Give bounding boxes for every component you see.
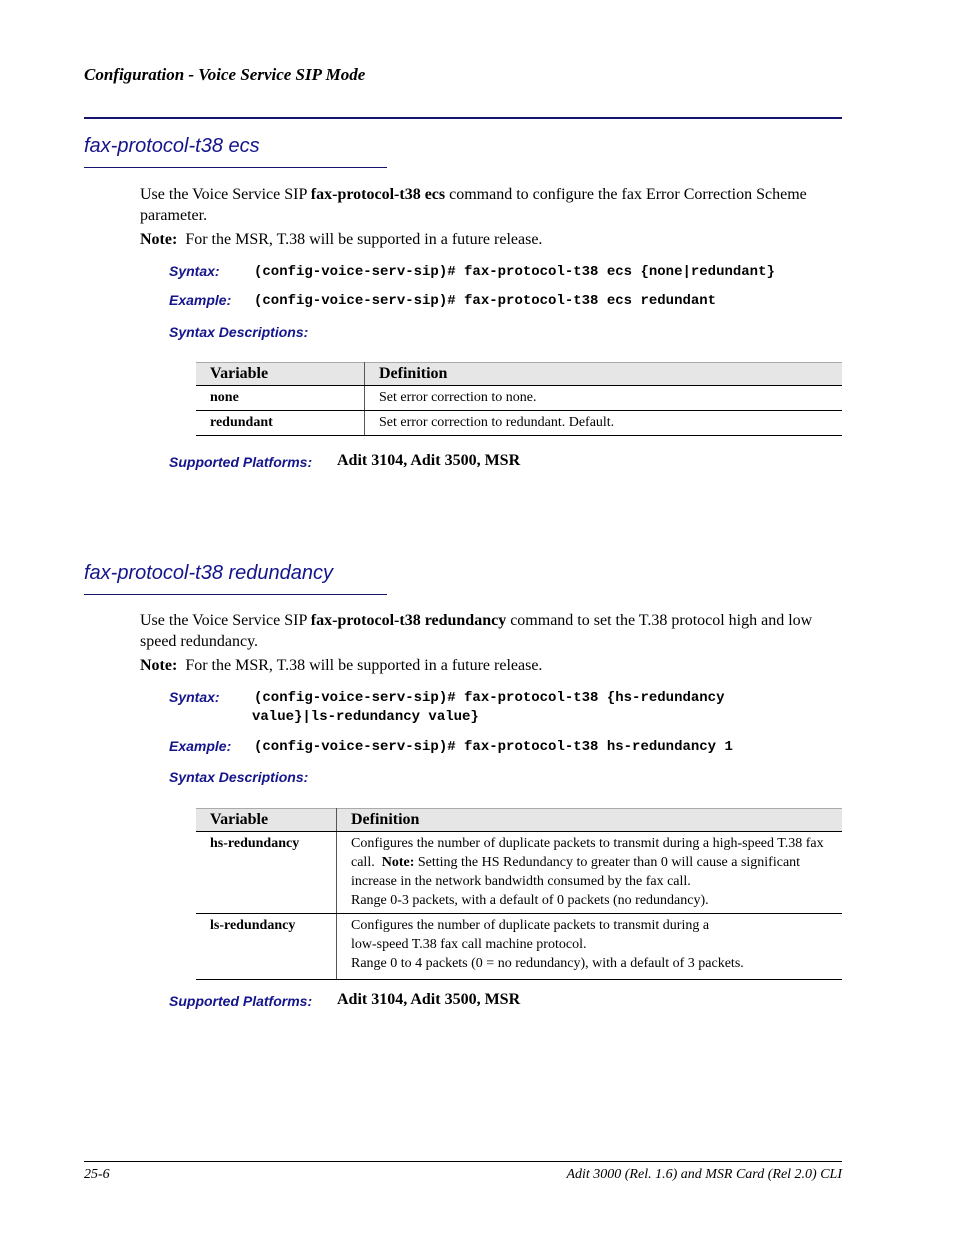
supported-platforms-value: Adit 3104, Adit 3500, MSR bbox=[337, 452, 521, 469]
table-row bbox=[196, 914, 842, 980]
supported-platforms-ecs bbox=[169, 454, 312, 470]
example-label: Example: bbox=[169, 738, 232, 754]
supported-platforms-value: Adit 3104, Adit 3500, MSR bbox=[337, 991, 521, 1008]
note-label: Note: bbox=[140, 657, 178, 674]
example-code: (config-voice-serv-sip)# fax-protocol-t38 ecs redundant bbox=[254, 293, 717, 309]
section-intro-redundancy: Use the Voice Service SIP fax-protocol-t38 redundancy command to set the T.38 protocol high and low speed redundancy. bbox=[140, 612, 813, 650]
example-code: (config-voice-serv-sip)# fax-protocol-t38 hs-redundancy 1 bbox=[254, 739, 733, 755]
footer-rule bbox=[84, 1161, 842, 1162]
syntax-label: Syntax: bbox=[169, 263, 220, 279]
note-ecs bbox=[140, 231, 542, 249]
section-intro-ecs: Use the Voice Service SIP fax-protocol-t38 ecs command to configure the fax Error Correction Scheme parameter. bbox=[140, 186, 807, 224]
variable-cell: ls-redundancy bbox=[196, 914, 337, 980]
syntax-code-line2: value}|ls-redundancy value} bbox=[252, 709, 479, 725]
note-redundancy bbox=[140, 657, 542, 675]
header-rule bbox=[84, 117, 842, 119]
syntax-code-line1: (config-voice-serv-sip)# fax-protocol-t38 {hs-redundancy bbox=[254, 690, 725, 706]
column-header-variable: Variable bbox=[196, 363, 365, 386]
syntax-code: (config-voice-serv-sip)# fax-protocol-t38 ecs {none|redundant} bbox=[254, 264, 775, 280]
column-header-variable: Variable bbox=[196, 809, 337, 832]
section-rule-ecs bbox=[84, 167, 387, 168]
supported-platforms-label: Supported Platforms: bbox=[169, 454, 313, 470]
table-header-row bbox=[196, 363, 842, 386]
note-text: For the MSR, T.38 will be supported in a future release. bbox=[185, 657, 543, 674]
syntax-table-redundancy bbox=[196, 808, 842, 980]
column-header-definition: Definition bbox=[337, 809, 843, 832]
syntax-descriptions-label: Syntax Descriptions: bbox=[169, 769, 309, 785]
syntax-table-ecs bbox=[196, 362, 842, 436]
syntax-descriptions-label: Syntax Descriptions: bbox=[169, 324, 309, 340]
table-row bbox=[196, 411, 842, 436]
variable-cell: redundant bbox=[196, 411, 365, 436]
running-header: Configuration - Voice Service SIP Mode bbox=[84, 65, 366, 84]
supported-platforms-redundancy bbox=[169, 993, 312, 1009]
section-title-redundancy: fax-protocol-t38 redundancy bbox=[84, 562, 334, 584]
section-rule-redundancy bbox=[84, 594, 387, 595]
variable-cell: hs-redundancy bbox=[196, 832, 337, 914]
column-header-definition: Definition bbox=[365, 363, 843, 386]
table-row bbox=[196, 386, 842, 411]
note-label: Note: bbox=[140, 231, 178, 248]
page-number: 25-6 bbox=[84, 1167, 110, 1182]
definition-cell: Set error correction to none. bbox=[365, 386, 843, 411]
example-label: Example: bbox=[169, 292, 232, 308]
table-header-row bbox=[196, 809, 842, 832]
section-title-ecs: fax-protocol-t38 ecs bbox=[84, 135, 260, 157]
definition-cell: Set error correction to redundant. Default. bbox=[365, 411, 843, 436]
definition-cell: Configures the number of duplicate packets to transmit during a high-speed T.38 fax call. Note: Setting the HS Redundancy to greater than 0 will cause a significant increase in the network bandwidth consumed by the fax call. Range 0-3 packets, with a default of 0 packets (no redundancy). bbox=[337, 832, 843, 914]
command-name: fax-protocol-t38 redundancy bbox=[310, 612, 507, 629]
note-text: For the MSR, T.38 will be supported in a future release. bbox=[185, 231, 543, 248]
supported-platforms-label: Supported Platforms: bbox=[169, 993, 313, 1009]
variable-cell: none bbox=[196, 386, 365, 411]
command-name: fax-protocol-t38 ecs bbox=[310, 186, 446, 203]
footer-doc-title: Adit 3000 (Rel. 1.6) and MSR Card (Rel 2.0) CLI bbox=[566, 1167, 842, 1182]
definition-cell: Configures the number of duplicate packets to transmit during a low-speed T.38 fax call machine protocol. Range 0 to 4 packets (0 = no redundancy), with a default of 3 packets. bbox=[337, 914, 843, 980]
table-row bbox=[196, 832, 842, 914]
syntax-label: Syntax: bbox=[169, 689, 220, 705]
